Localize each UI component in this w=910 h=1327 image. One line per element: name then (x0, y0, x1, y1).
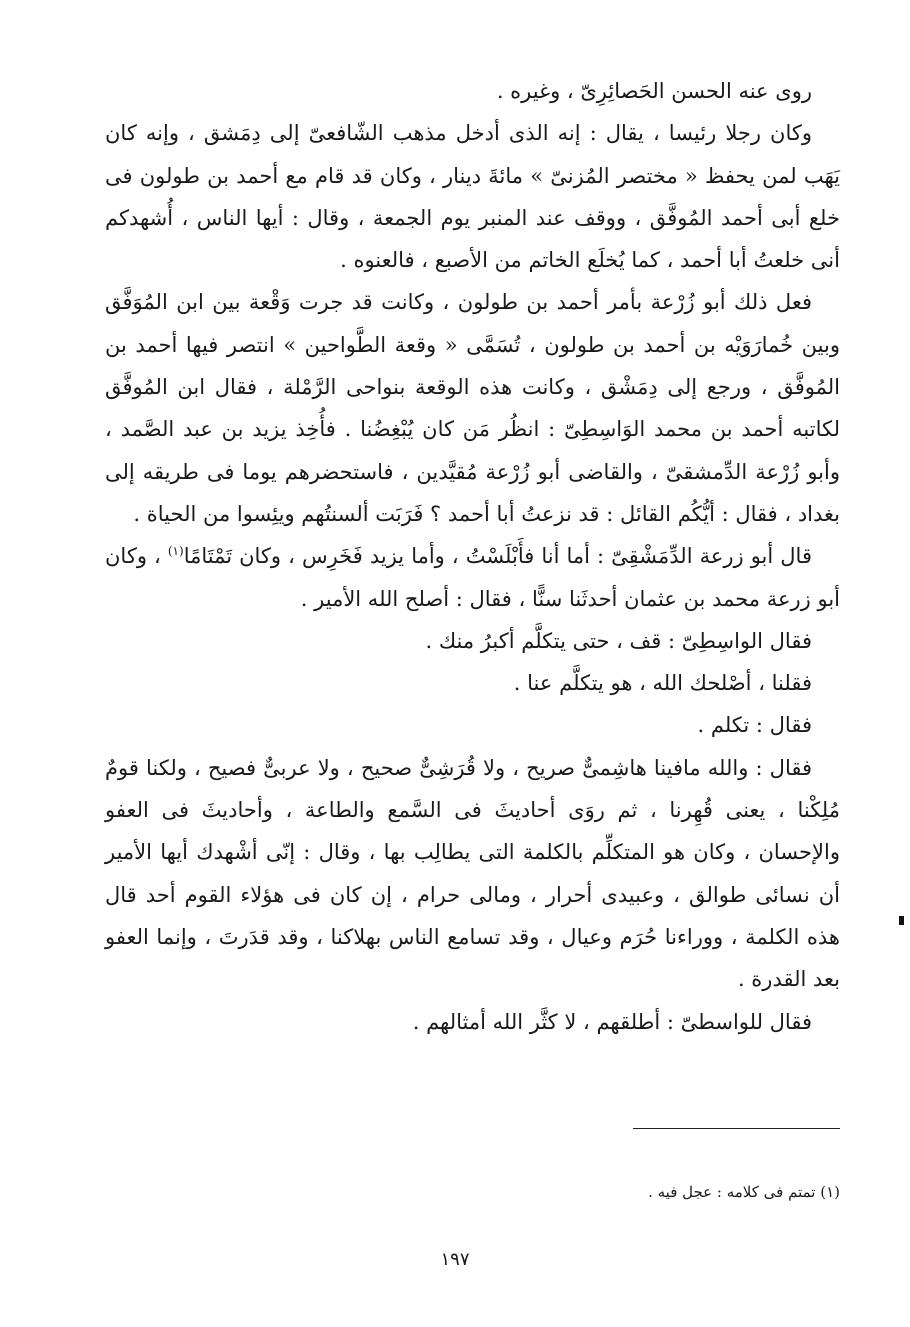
paragraph-9: فقال للواسطىّ : أطلقهم ، لا كثَّر الله أمثالهم . (412, 1009, 812, 1034)
paragraph-1: روى عنه الحسن الحَصائِرِىّ ، وغيره . (496, 79, 812, 103)
paragraph-4 (105, 535, 840, 620)
paragraph-3: فعل ذلك أبو زُرْعة بأمر أحمد بن طولون ، وكانت قد جرت وَقْعة بين ابن المُوَفَّق وبين خُمارَوَيْه بن أحمد بن طولون ، تُسَمَّى « وقعة الطَّواحين » انتصر فيها أحمد بن المُوفَّق ، ورجع إلى دِمَشْق ، وكانت هذه الوقعة بنواحى الرَّمْلة ، فقال ابن المُوفَّق لكاتبه أحمد بن محمد الوَاسِطِىّ : انظُر مَن كان يُبْغِضُنا . فأُخِذ يزيد بن عبد الصَّمد ، وأبو زُرْعة الدِّمشقىّ ، والقاضى أبو زُرْعة مُقيَّدين ، فاستحضرهم يوما فى طريقه إلى بغداد ، فقال : أيُّكُم القائل : قد نزعتُ أبا أحمد ؟ فَرَبَت ألسنتُهم ويئِسوا من الحياة . (105, 290, 840, 526)
paragraph-2: وكان رجلا رئيسا ، يقال : إنه الذى أدخل مذهب الشّافعىّ إلى دِمَشق ، وإنه كان يَهَب لمن يحفظ « مختصر المُزنىّ » مائةَ دينار ، وكان قد قام مع أحمد بن طولون فى خلع أبى أحمد المُوفَّق ، ووقف عند المنبر يوم الجمعة ، وقال : أيها الناس ، أُشهدكم أنى خلعتُ أبا أحمد ، كما يُخلَع الخاتم من الأصبع ، فالعنوه . (105, 121, 840, 273)
paragraph-6: فقلنا ، أصْلحك الله ، هو يتكلَّم عنا . (513, 671, 812, 696)
paragraph-4-text-after: ، وكان أبو زرعة محمد بن عثمان أحدثَنا سنًّا ، فقال : أصلح الله الأمير . (105, 544, 840, 611)
paragraph-8: فقال : والله مافينا هاشِمىٌّ صريح ، ولا قُرَشِىٌّ صحيح ، ولا عربىٌّ فصيح ، ولكنا قومٌ مُلِكْنا ، يعنى قُهِرنا ، ثم روَى أحاديثَ فى السَّمع والطاعة ، وأحاديثَ فى العفو والإحسان ، وكان هو المتكلِّم بالكلمة التى يطالِب بها ، وقال : إنّى أشْهدك أيها الأمير أن نسائى طوالق ، وعبيدى أحرار ، ومالى حرام ، إن كان فى هؤلاء القوم أحد قال هذه الكلمة ، ووراءنا حُرَم وعيال ، وقد تسامع الناس بهلاكنا ، وقد قدَرتَ ، وإنما العفو بعد القدرة . (105, 755, 840, 992)
paragraph-7: فقال : تكلم . (697, 713, 812, 738)
paragraph-5: فقال الواسِطِىّ : قف ، حتى يتكلَّم أكبرُ منك . (425, 628, 812, 653)
footnote-reference: (١) (167, 544, 184, 559)
main-text (105, 70, 840, 1043)
footnote: (١) تمتم فى كلامه : عجل فيه . (648, 1183, 840, 1201)
page-number: ١٩٧ (440, 1249, 470, 1270)
footnote-rule (633, 1128, 840, 1129)
paragraph-4-text: قال أبو زرعة الدِّمَشْقِىّ : أما أنا فأَبْلَسْتُ ، وأما يزيد فَخَرِس ، وكان تَمْتَامًا (183, 544, 812, 569)
margin-mark (899, 916, 904, 925)
